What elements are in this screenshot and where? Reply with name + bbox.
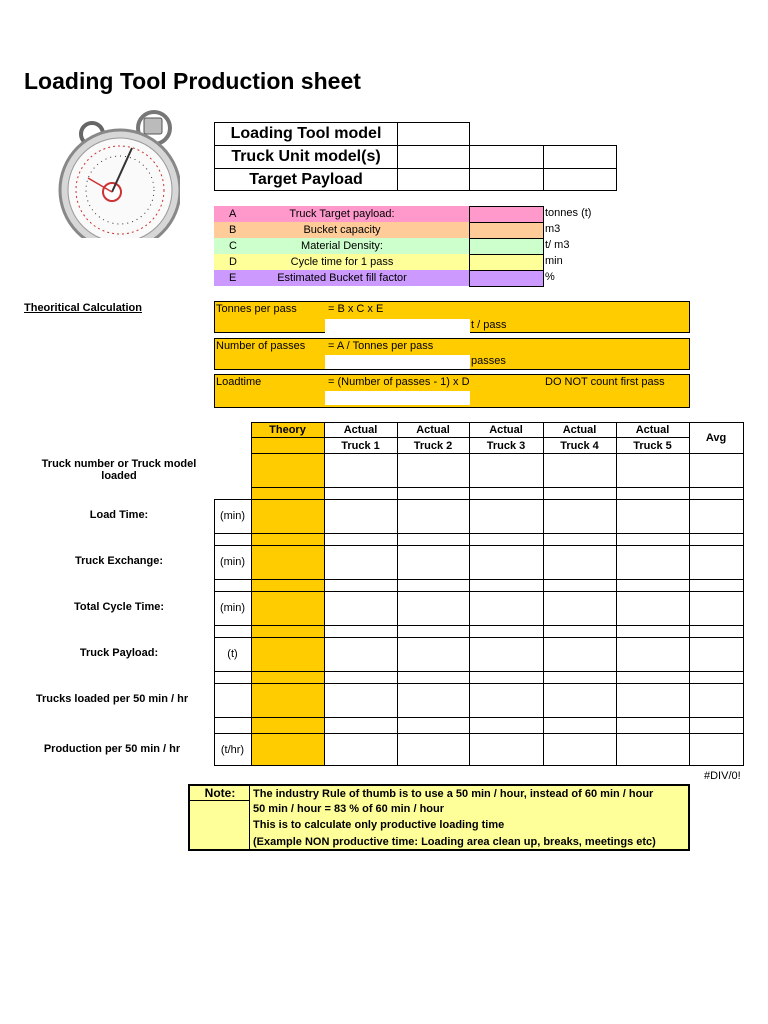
row-label-truck-payload: Truck Payload: <box>79 647 159 659</box>
truck-3-header: Truck 3 <box>486 439 526 452</box>
param-c-input[interactable] <box>469 238 544 255</box>
stopwatch-icon <box>40 108 180 238</box>
param-d-label: Cycle time for 1 pass <box>290 256 394 268</box>
param-b-input[interactable] <box>469 222 544 239</box>
param-e-label: Estimated Bucket fill factor <box>277 272 407 284</box>
truck-4-header: Truck 4 <box>560 439 599 452</box>
theory-header: Theory <box>269 423 306 436</box>
param-e-input[interactable] <box>469 270 544 287</box>
note-label: Note: <box>204 786 236 800</box>
note-line-2: 50 min / hour = 83 % of 60 min / hour <box>253 803 445 815</box>
note-line-1: The industry Rule of thumb is to use a 50 min / hour, instead of 60 min / hour <box>253 788 654 800</box>
loadtime-note: DO NOT count first pass <box>545 376 665 388</box>
number-of-passes-box <box>214 338 690 370</box>
param-c-row <box>214 238 470 254</box>
tonnes-per-pass-formula: = B x C x E <box>328 303 384 315</box>
param-e-row <box>214 270 470 286</box>
param-a-letter: A <box>229 208 237 220</box>
number-of-passes-label: Number of passes <box>216 340 306 352</box>
target-payload-input-1[interactable] <box>397 168 470 191</box>
param-b-label: Bucket capacity <box>303 224 381 236</box>
tonnes-per-pass-unit: t / pass <box>471 319 507 331</box>
unit-total-cycle: (min) <box>219 602 246 614</box>
param-a-unit: tonnes (t) <box>545 207 592 219</box>
row-label-total-cycle: Total Cycle Time: <box>73 601 165 613</box>
actual-header-1: Actual <box>343 423 378 436</box>
loadtime-result[interactable] <box>325 391 470 405</box>
loading-tool-model-input[interactable] <box>397 122 470 146</box>
truck-unit-model-label: Truck Unit model(s) <box>214 145 398 169</box>
truck-unit-model-input-1[interactable] <box>397 145 470 169</box>
truck-2-header: Truck 2 <box>413 439 453 452</box>
actual-header-4: Actual <box>562 423 597 436</box>
theoretical-heading: Theoritical Calculation <box>24 302 142 314</box>
loadtime-box <box>214 374 690 408</box>
param-b-unit: m3 <box>545 223 561 235</box>
param-b-row <box>214 222 470 238</box>
row-label-trucks-loaded: Trucks loaded per 50 min / hr <box>35 693 189 705</box>
row-label-truck-number: Truck number or Truck model loaded <box>41 458 197 482</box>
param-c-letter: C <box>229 240 237 252</box>
param-a-label: Truck Target payload: <box>289 208 395 220</box>
param-c-label: Material Density: <box>301 240 383 252</box>
param-e-letter: E <box>229 272 237 284</box>
loading-tool-model-label: Loading Tool model <box>214 122 398 146</box>
actual-header-5: Actual <box>635 423 670 436</box>
note-line-3: This is to calculate only productive loading time <box>253 819 505 831</box>
note-label-divider <box>190 800 250 801</box>
tonnes-per-pass-result[interactable] <box>325 319 470 333</box>
truck-unit-model-input-3[interactable] <box>543 145 617 169</box>
avg-header: Avg <box>705 431 727 444</box>
loadtime-label: Loadtime <box>216 376 262 388</box>
param-d-row <box>214 254 470 270</box>
div-error-value: #DIV/0! <box>704 770 741 782</box>
number-of-passes-unit: passes <box>471 355 506 367</box>
row-label-truck-exchange: Truck Exchange: <box>74 555 164 567</box>
param-a-row <box>214 206 470 222</box>
truck-5-header: Truck 5 <box>633 439 672 452</box>
tonnes-per-pass-label: Tonnes per pass <box>216 303 297 315</box>
theory-column <box>251 422 324 766</box>
param-d-unit: min <box>545 255 563 267</box>
loadtime-formula: = (Number of passes - 1) x D <box>328 376 470 388</box>
page-title: Loading Tool Production sheet <box>24 68 361 94</box>
param-d-input[interactable] <box>469 254 544 271</box>
param-d-letter: D <box>229 256 237 268</box>
note-box <box>188 784 690 851</box>
row-label-load-time: Load Time: <box>89 509 149 521</box>
unit-truck-exchange: (min) <box>219 556 246 568</box>
unit-production: (t/hr) <box>220 744 245 756</box>
truck-1-header: Truck 1 <box>341 439 380 452</box>
truck-unit-model-input-2[interactable] <box>469 145 544 169</box>
actual-header-2: Actual <box>416 423 450 436</box>
target-payload-label: Target Payload <box>214 168 398 191</box>
number-of-passes-formula: = A / Tonnes per pass <box>328 340 434 352</box>
actual-header-3: Actual <box>489 423 523 436</box>
note-line-4: (Example NON productive time: Loading area clean up, breaks, meetings etc) <box>253 836 656 848</box>
row-label-production: Production per 50 min / hr <box>43 743 181 755</box>
param-c-unit: t/ m3 <box>545 239 570 251</box>
param-e-unit: % <box>545 271 555 283</box>
tonnes-per-pass-box <box>214 301 690 333</box>
unit-load-time: (min) <box>219 510 246 522</box>
param-b-letter: B <box>229 224 237 236</box>
target-payload-input-3[interactable] <box>543 168 617 191</box>
param-a-input[interactable] <box>469 206 544 223</box>
stopwatch-image <box>40 108 180 238</box>
unit-truck-payload: (t) <box>227 648 238 660</box>
target-payload-input-2[interactable] <box>469 168 544 191</box>
number-of-passes-result[interactable] <box>325 355 470 369</box>
